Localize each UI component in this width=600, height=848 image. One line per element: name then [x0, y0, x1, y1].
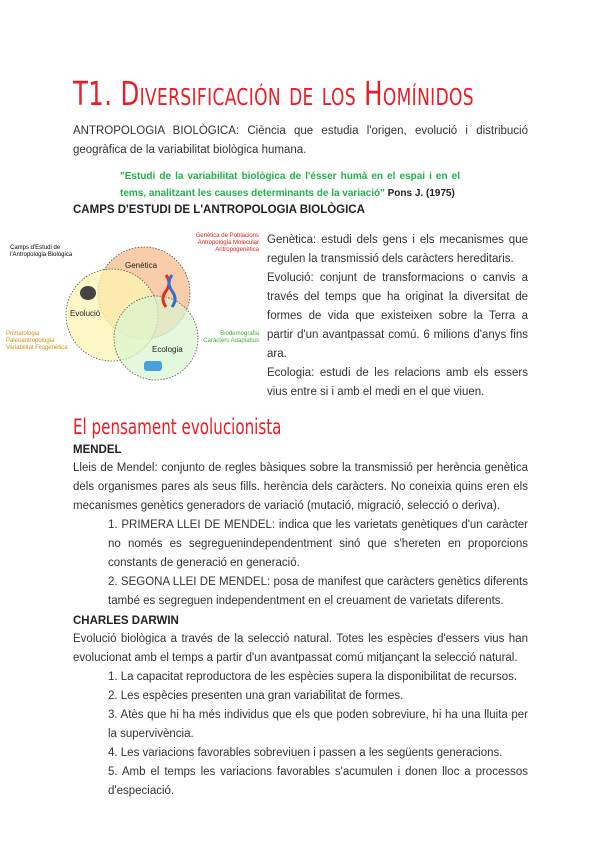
- topic: Biodemografia: [220, 331, 259, 337]
- evolucio-label: Evolució: [70, 309, 101, 318]
- mendel-law-2: 2. SEGONA LLEI DE MENDEL: posa de manifest que caràcters genètics diferents també es segreguen independentment en el creuament de varietats diferents.: [108, 576, 528, 607]
- genetica-topics: [196, 233, 259, 254]
- genetica-label: Genètica: [125, 261, 158, 270]
- darwin-paragraph: Evolució biològica a través de la selecció natural. Totes les espècies d'essers vius han evolucionat amb el temps a partir d'un avantpassat comú mitjançant la selecció natural.: [73, 633, 528, 664]
- darwin-point-5: 5. Amb el temps les variacions favorables s'acumulen i donen lloc a processos d'especiació.: [108, 766, 528, 797]
- darwin-point-1: 1. La capacitat reproductora de les espècies supera la disponibilitat de recursos.: [108, 671, 518, 683]
- people-icon: [144, 361, 162, 371]
- camps-section: [4, 231, 528, 402]
- evolucio-topics: [6, 331, 68, 352]
- camps-descriptions: [261, 231, 528, 402]
- page-title: T1. Diversificación de los Homínidos: [73, 74, 474, 113]
- diagram-title: [10, 245, 72, 259]
- ecologia-description: Ecologia: estudi de les relacions amb els essers vius entre si i amb el medi en el que viuen.: [267, 367, 528, 398]
- topic: Caràcters Adaptatius: [203, 338, 259, 344]
- topic: Genètica de Poblacions: [195, 233, 259, 239]
- skull-icon: [80, 286, 96, 300]
- quote-citation: Pons J. (1975): [387, 188, 455, 199]
- topic: Primatologia: [6, 331, 40, 337]
- diagram-title-1: Camps d'Estudi de: [10, 245, 61, 251]
- intro-paragraph: ANTROPOLOGIA BIOLÒGICA: Ciència que estudia l'origen, evolució i distribució geogràfica de la variabilitat biològica humana.: [73, 125, 528, 156]
- mendel-paragraph: Lleis de Mendel: conjunto de regles bàsiques sobre la transmissió per herència genètica dels organismes pares als seus fills. herència dels caràcters. No coneixia quins eren els mecanismes genètics generadors de variació (mutació, migració, selecció o deriva).: [73, 462, 528, 512]
- genetica-description: Genètica: estudi dels gens i els mecanismes que regulen la transmissió dels caràcters hereditaris.: [267, 234, 528, 265]
- pons-quote: [120, 168, 460, 202]
- darwin-point-3: 3. Atès que hi ha més individus que els que poden sobreviure, hi ha una lluita per la supervivència.: [108, 709, 528, 740]
- ecologia-label: Ecologia: [152, 345, 183, 354]
- ecologia-topics: [203, 331, 259, 345]
- mendel-heading: MENDEL: [73, 444, 122, 456]
- section-heading-evolucionista: El pensament evolucionista: [73, 415, 282, 439]
- topic: Antropologia Molecular: [197, 240, 259, 246]
- topic: Paleoantropologia: [6, 338, 55, 344]
- quote-text: "Estudi de la variabilitat biològica de l'ésser humà en el espai i en el tems, analitzant les causes determinants de la variació": [120, 171, 460, 199]
- camps-heading: CAMPS D'ESTUDI DE L'ANTROPOLOGIA BIOLÒGICA: [73, 204, 365, 216]
- venn-diagram: [4, 231, 261, 381]
- darwin-heading: CHARLES DARWIN: [73, 615, 179, 627]
- darwin-point-4: 4. Les variacions favorables sobreviuen i passen a les següents generacions.: [108, 747, 503, 759]
- mendel-law-1: 1. PRIMERA LLEI DE MENDEL: indica que les varietats genètiques d'un caràcter no només es segreguenindependentment sinó que s'hereten en proporcions constants de generació en generació.: [108, 519, 528, 569]
- document-page: [6, 0, 528, 801]
- topic: Variabilitat Filogenètica: [6, 345, 68, 351]
- diagram-title-2: l'Antropologia Biològica: [10, 252, 73, 258]
- darwin-point-2: 2. Les espècies presenten una gran variabilitat de formes.: [108, 690, 404, 702]
- evolucio-description: Evolució: conjunt de transformacions o canvis a través del temps que ha originat la diversitat de formes de vida que existeixen sobre la Terra a partir d'un avantpassat comú. 6 milions d'anys fins ara.: [267, 272, 528, 360]
- topic: Antropogenètica: [215, 247, 259, 253]
